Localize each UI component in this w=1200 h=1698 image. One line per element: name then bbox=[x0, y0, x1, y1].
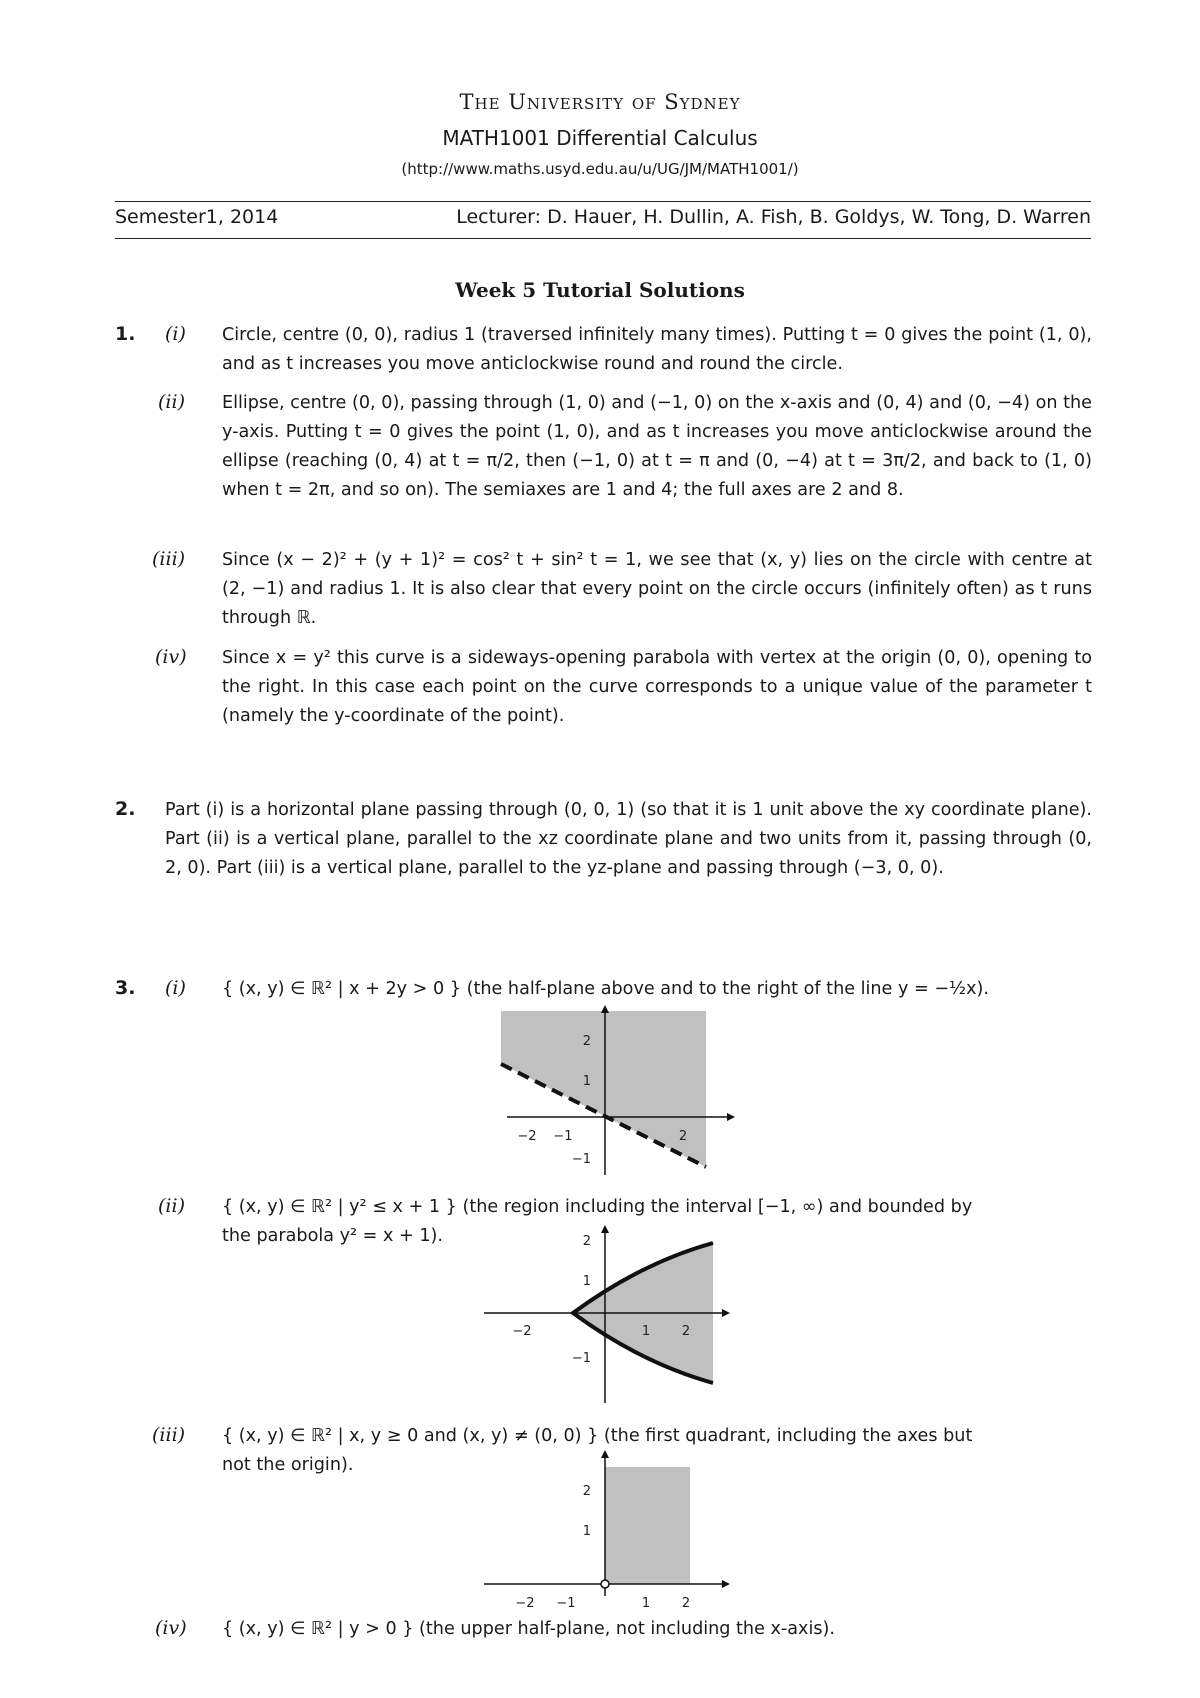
plot-3-ytick: 1 bbox=[582, 1524, 591, 1539]
q3-part-ii-desc: (the region including the interval [−1, ∞) and bounded by bbox=[462, 1197, 973, 1217]
q3-part-i-desc: (the half-plane above and to the right of the line y = −½x). bbox=[466, 979, 989, 999]
plot-2-ytick: −1 bbox=[571, 1351, 591, 1366]
q3-part-iii-desc-continued: not the origin). bbox=[222, 1455, 354, 1475]
plot-1-ytick: 1 bbox=[582, 1074, 591, 1089]
q1-part-iv-label: (iv) bbox=[155, 646, 187, 668]
plot-3-xtick: −1 bbox=[556, 1596, 576, 1611]
plot-half-plane bbox=[495, 1005, 735, 1180]
q3-part-iv-set: { (x, y) ∈ ℝ² | y > 0 } bbox=[222, 1619, 414, 1639]
university-name: The University of Sydney bbox=[459, 90, 741, 114]
q2-number: 2. bbox=[115, 798, 136, 820]
plot-3-x-arrow bbox=[722, 1580, 730, 1588]
plot-3-xtick: 1 bbox=[641, 1596, 651, 1611]
semester: Semester1, 2014 bbox=[115, 206, 279, 228]
q3-part-ii-line bbox=[222, 1193, 972, 1222]
q2-text: Part (i) is a horizontal plane passing through (0, 0, 1) (so that it is 1 unit above the xy coordinate plane). Part (ii) is a vertical plane, parallel to the xz coordinate plane and two units from it, passing through (0, 2, 0). Part (iii) is a vertical plane, parallel to the yz-plane and passing through (−3, 0, 0). bbox=[165, 800, 1092, 878]
plot-2-xtick: −2 bbox=[512, 1324, 532, 1339]
plot-3-ytick: 2 bbox=[582, 1484, 591, 1499]
q3-part-i-line bbox=[222, 975, 989, 1004]
plot-2-ytick: 1 bbox=[582, 1274, 591, 1289]
q3-part-iv-line bbox=[222, 1615, 835, 1644]
plot-2-xtick: 1 bbox=[641, 1324, 651, 1339]
course-url: (http://www.maths.usyd.edu.au/u/UG/JM/MATH1001/) bbox=[401, 160, 799, 178]
plot-first-quadrant bbox=[480, 1450, 730, 1611]
q3-part-ii-label: (ii) bbox=[158, 1195, 185, 1217]
plot-3-y-arrow bbox=[601, 1450, 609, 1458]
plot-2-xtick: 2 bbox=[681, 1324, 691, 1339]
q1-number: 1. bbox=[115, 323, 136, 345]
plot-1-ytick: −1 bbox=[571, 1152, 591, 1167]
q1-part-i-text: Circle, centre (0, 0), radius 1 (traversed infinitely many times). Putting t = 0 gives the point (1, 0), and as t increases you move anticlockwise round and round the circle. bbox=[222, 325, 1092, 374]
plot-3-shaded-region bbox=[605, 1467, 690, 1584]
course-title: MATH1001 Differential Calculus bbox=[442, 126, 758, 150]
plot-1-xtick: −1 bbox=[553, 1129, 573, 1144]
plot-1-ytick: 2 bbox=[582, 1034, 591, 1049]
q3-part-iv-label: (iv) bbox=[155, 1617, 187, 1639]
q3-part-iii-line bbox=[222, 1422, 972, 1451]
plot-1-xtick: 2 bbox=[678, 1129, 688, 1144]
q3-part-ii-desc-continued: the parabola y² = x + 1). bbox=[222, 1226, 444, 1246]
q3-part-ii-set: { (x, y) ∈ ℝ² | y² ≤ x + 1 } bbox=[222, 1197, 457, 1217]
q3-part-iii-set: { (x, y) ∈ ℝ² | x, y ≥ 0 and (x, y) ≠ (0, 0) } bbox=[222, 1426, 599, 1446]
q1-part-i-label: (i) bbox=[165, 323, 186, 345]
plot-1-xtick: −2 bbox=[517, 1129, 537, 1144]
plot-3-xtick: 2 bbox=[681, 1596, 691, 1611]
plot-2-ytick: 2 bbox=[582, 1234, 591, 1249]
q3-part-iv-desc: (the upper half-plane, not including the x-axis). bbox=[419, 1619, 835, 1639]
q1-part-ii-label: (ii) bbox=[158, 391, 185, 413]
q1-part-iii-text: Since (x − 2)² + (y + 1)² = cos² t + sin² t = 1, we see that (x, y) lies on the circle with centre at (2, −1) and radius 1. It is also clear that every point on the circle occurs (infinitely often) as t runs through ℝ. bbox=[222, 550, 1092, 628]
plot-3-open-origin bbox=[601, 1580, 609, 1588]
plot-parabola-region bbox=[480, 1225, 730, 1405]
q3-part-iii-label: (iii) bbox=[152, 1424, 186, 1446]
plot-2-x-arrow bbox=[722, 1309, 730, 1317]
q1-part-ii-text: Ellipse, centre (0, 0), passing through (1, 0) and (−1, 0) on the x-axis and (0, 4) and (0, −4) on the y-axis. Putting t = 0 gives the point (1, 0), and as t increases you move anticlockwise around the ellipse (reaching (0, 4) at t = π/2, then (−1, 0) at t = π and (0, −4) at t = 3π/2, and back to (1, 0) when t = 2π, and so on). The semiaxes are 1 and 4; the full axes are 2 and 8. bbox=[222, 393, 1092, 500]
top-rule bbox=[115, 201, 1091, 202]
plot-1-x-arrow bbox=[727, 1113, 735, 1121]
lecturers: Lecturer: D. Hauer, H. Dullin, A. Fish, B. Goldys, W. Tong, D. Warren bbox=[456, 206, 1091, 228]
plot-2-y-arrow bbox=[601, 1225, 609, 1233]
q1-part-iv-text: Since x = y² this curve is a sideways-opening parabola with vertex at the origin (0, 0), opening to the right. In this case each point on the curve corresponds to a unique value of the parameter t (namely the y-coordinate of the point). bbox=[222, 648, 1092, 726]
q3-number: 3. bbox=[115, 977, 136, 999]
q3-part-i-set: { (x, y) ∈ ℝ² | x + 2y > 0 } bbox=[222, 979, 461, 999]
q3-part-i-label: (i) bbox=[165, 977, 186, 999]
page-title: Week 5 Tutorial Solutions bbox=[455, 278, 745, 302]
plot-3-xtick: −2 bbox=[515, 1596, 535, 1611]
q1-part-iii-label: (iii) bbox=[152, 548, 186, 570]
bottom-rule bbox=[115, 238, 1091, 239]
semester-row bbox=[115, 206, 1091, 228]
plot-1-y-arrow bbox=[601, 1005, 609, 1013]
q3-part-iii-desc: (the first quadrant, including the axes but bbox=[603, 1426, 973, 1446]
